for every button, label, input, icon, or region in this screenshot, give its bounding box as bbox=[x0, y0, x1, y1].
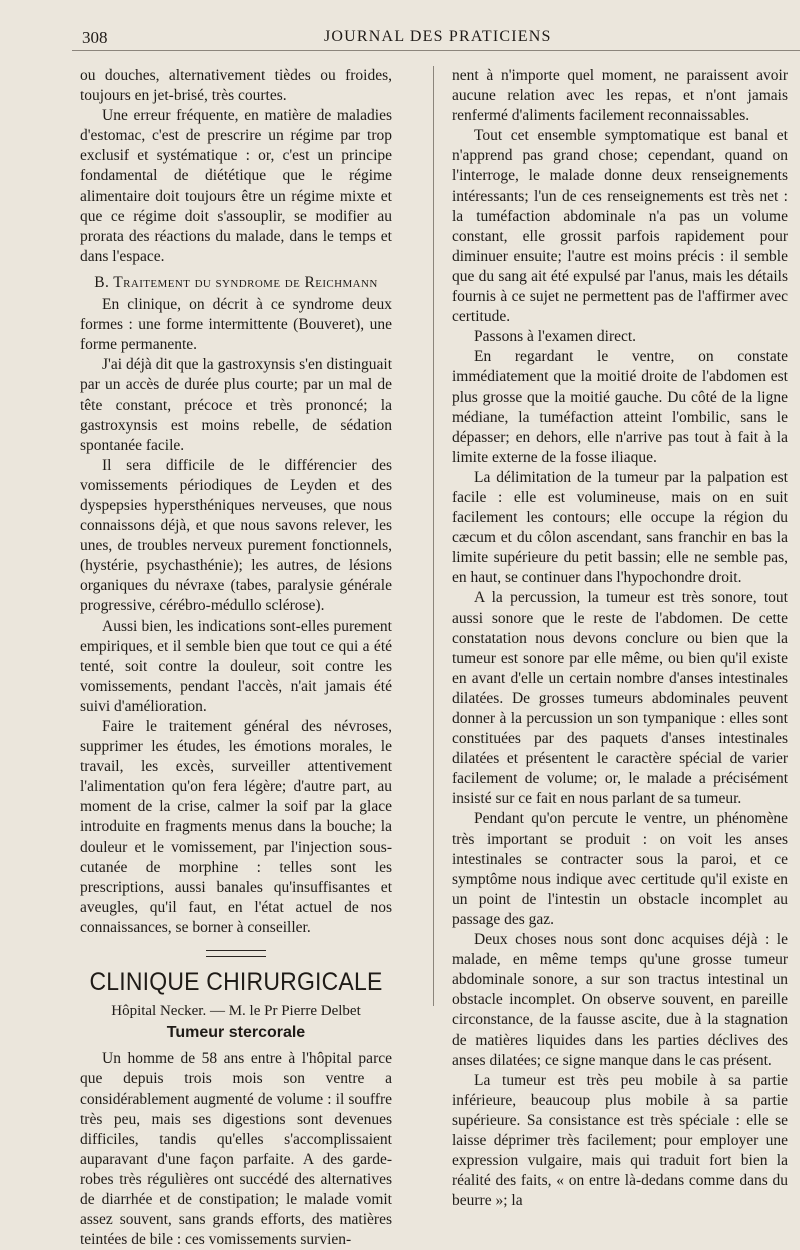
paragraph: En regardant le ventre, on constate immédiatement que la moitié droite de l'abdomen est plus grosse que la moitié gauche. Du côté de la ligne médiane, la tuméfaction atteint l'ombilic, sans le dépasser; en dehors, elle n'arrive pas tout à fait à la limite externe de la fosse iliaque. bbox=[452, 348, 788, 466]
column-divider bbox=[433, 66, 434, 1006]
page-number: 308 bbox=[82, 28, 108, 47]
paragraph: Aussi bien, les indications sont-elles purement empiriques, et il semble bien que tout ce qui a été tenté, soit contre la douleur, soit contre les vomissements, pendant l'accès, n'ait jamais été suivi d'amélioration. bbox=[80, 617, 392, 715]
right-column bbox=[452, 66, 788, 1211]
paragraph: Tout cet ensemble symptomatique est banal et n'apprend pas grand chose; cependant, quand on l'interroge, le malade donne deux renseignements intéressants; l'un de ces renseignements est très net : la tuméfaction abdominale n'a pas un volume constant, elle grossit parfois rapidement pour diminuer ensuite; l'autre est moins précis : il semble que du sang ait été expulsé par l'anus, mais les détails fournis à ce sujet ne permettent pas de l'affirmer avec certitude. bbox=[452, 127, 788, 326]
section-title: CLINIQUE CHIRURGICALE bbox=[89, 966, 383, 996]
left-column bbox=[80, 66, 392, 1250]
running-title: JOURNAL DES PRATICIENS bbox=[324, 28, 552, 45]
section-divider bbox=[206, 950, 266, 957]
paragraph: Passons à l'examen direct. bbox=[474, 328, 637, 346]
paragraph: Il sera difficile de le différencier des vomissements périodiques de Leyden et des dyspepsies hypersthéniques nerveuses, que nous connaissons déjà, et que nous savons relever, les unes, de troubles nerveux purement fonctionnels, (hystérie, psychasthénie); les autres, de lésions organiques du névraxe (tabes, paralysie générale progressive, cérébro-médullo sclérose). bbox=[80, 456, 392, 615]
paragraph: Une erreur fréquente, en matière de maladies d'estomac, c'est de prescrire un régime par trop exclusif et systématique : or, c'est un principe fondamental de diététique que le régime alimentaire doit toujours être un régime mixte et que ce régime doit s'assouplir, se modifier au prorata des réactions du malade, dans le temps et dans l'espace. bbox=[80, 107, 392, 265]
paragraph: J'ai déjà dit que la gastroxynsis s'en distinguait par un accès de durée plus courte; par un mal de tête constant, précoce et très prononcé; la gastroxynsis est moins rebelle, de sédation spontanée facile. bbox=[80, 356, 392, 454]
paragraph: La tumeur est très peu mobile à sa partie inférieure, beaucoup plus mobile à sa partie supérieure. Sa consistance est très spéciale : elle se laisse déprimer très facilement; pour employer une expression vulgaire, mais qui traduit fort bien la réalité des faits, « on entre là-dedans comme dans du beurre »; la bbox=[452, 1071, 788, 1210]
section-heading: B. Traitement du syndrome de Reichmann bbox=[94, 273, 378, 291]
paragraph: Deux choses nous sont donc acquises déjà : le malade, en même temps qu'une grosse tumeur abdominale sonore, a sur son tractus intestinal un obstacle incomplet. On observe souvent, en pareille circonstance, de la fausse ascite, due à la stagnation de matières liquides dans les parties déclives des anses dilatées; ce signe manque dans le cas présent. bbox=[452, 931, 788, 1069]
header-rule bbox=[72, 50, 800, 51]
paragraph: Un homme de 58 ans entre à l'hôpital parce que depuis trois mois son ventre a considérablement augmenté de volume : il souffre très peu, mais ses digestions sont devenues difficiles, tandis qu'elles s'accomplissaient auparavant d'une façon parfaite. A des garde-robes très régulières ont succédé des alternatives de diarrhée et de constipation; le malade vomit assez souvent, sans grands efforts, des matières teintées de bile : ces vomissements survien- bbox=[80, 1050, 392, 1249]
paragraph: nent à n'importe quel moment, ne paraissent avoir aucune relation avec les repas, et n'ont jamais renfermé d'aliments facilement reconnaissables. bbox=[452, 67, 788, 125]
page-header bbox=[0, 28, 800, 52]
paragraph: ou douches, alternativement tièdes ou froides, toujours en jet-brisé, très courtes. bbox=[80, 67, 392, 105]
paragraph: En clinique, on décrit à ce syndrome deux formes : une forme intermittente (Bouveret), une forme permanente. bbox=[80, 296, 392, 354]
paragraph: A la percussion, la tumeur est très sonore, tout aussi sonore que le reste de l'abdomen. De cette constatation nous devons conclure ou bien que la tumeur est sonore par elle même, ou bien qu'il existe en avant d'elle un certain nombre d'anses intestinales dilatées. De grosses tumeurs abdominales peuvent donner à la percussion un son tympanique : elles sont constituées par des paquets d'anses intestinales dilatées et présentent le caractère spécial de varier facilement de volume; or, le malade a précisément insisté sur ce fait en nous parlant de sa tumeur. bbox=[452, 589, 788, 808]
article-title: Tumeur stercorale bbox=[166, 1024, 306, 1042]
paragraph: Faire le traitement général des névroses, supprimer les études, les émotions morales, le travail, les excès, surveiller attentivement l'alimentation qu'on fera légère; d'autre part, au moment de la crise, calmer la soif par la glace introduite en fragments menus dans la bouche; la douleur et le vomissement, par l'injection sous-cutanée de morphine : telles sont les prescriptions, aussi banales qu'insuffisantes et aveugles, qu'il faut, en l'état actuel de nos connaissances, se borner à conseiller. bbox=[80, 718, 392, 936]
paragraph: La délimitation de la tumeur par la palpation est facile : elle est volumineuse, mais on en suit facilement les contours; elle occupe la région du cæcum et du côlon ascendant, sans franchir en bas la limite supérieure du petit bassin; elle ne semble pas, en haut, se continuer dans l'hypochondre droit. bbox=[452, 468, 788, 587]
article-byline: Hôpital Necker. — M. le Pr Pierre Delbet bbox=[111, 1003, 361, 1020]
paragraph: Pendant qu'on percute le ventre, un phénomène très important se produit : on voit les anses intestinales se contracter sous la paroi, et ce symptôme nous indique avec certitude qu'il existe en un point de l'intestin un obstacle incomplet au passage des gaz. bbox=[452, 810, 788, 928]
